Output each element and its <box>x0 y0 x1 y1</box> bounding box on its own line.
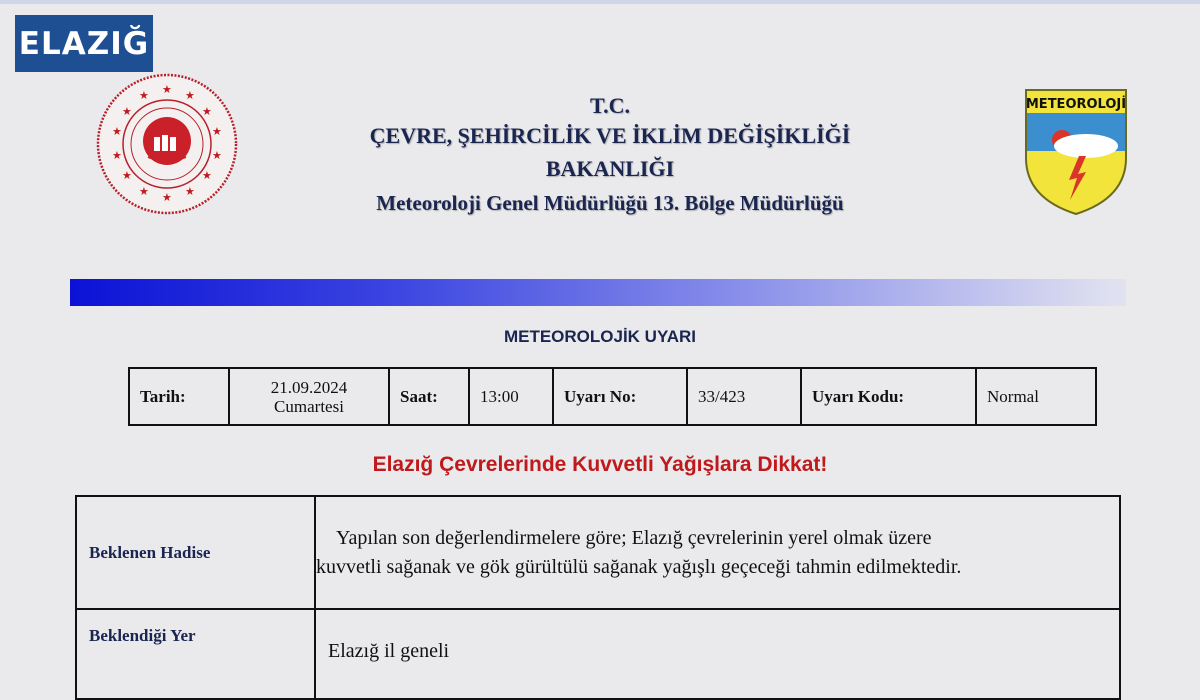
table-row <box>76 609 1120 699</box>
day-value: Cumartesi <box>274 396 344 416</box>
warning-title: METEOROLOJİK UYARI <box>503 327 697 346</box>
time-value: 13:00 <box>469 368 553 425</box>
details-table <box>75 495 1121 700</box>
header-directorate: Meteoroloji Genel Müdürlüğü 13. Bölge Müdürlüğü <box>376 191 844 215</box>
svg-text:★: ★ <box>202 106 212 118</box>
svg-text:★: ★ <box>202 170 212 182</box>
expected-event-value <box>315 496 1120 609</box>
header-gradient-bar <box>70 279 1126 306</box>
top-border <box>0 0 1200 4</box>
header-ministry: ÇEVRE, ŞEHİRCİLİK VE İKLİM DEĞİŞİKLİĞİ <box>369 123 851 148</box>
svg-text:★: ★ <box>185 90 195 102</box>
city-badge: ELAZIĞ <box>15 15 153 72</box>
expected-place-label: Beklendiği Yer <box>76 609 315 699</box>
alert-headline: Elazığ Çevrelerinde Kuvvetli Yağışlara Dikkat! <box>372 453 828 476</box>
table-row <box>76 496 1120 609</box>
date-cell <box>229 368 389 425</box>
svg-text:★: ★ <box>139 186 149 198</box>
svg-text:★: ★ <box>112 126 122 138</box>
warning-no-value: 33/423 <box>687 368 801 425</box>
svg-text:★: ★ <box>212 150 222 162</box>
svg-text:★: ★ <box>122 106 132 118</box>
svg-text:★: ★ <box>139 90 149 102</box>
warning-code-value: Normal <box>976 368 1096 425</box>
warning-info-table <box>128 367 1097 426</box>
meteoroloji-logo <box>1024 88 1128 216</box>
svg-text:METEOROLOJİ: METEOROLOJİ <box>1025 97 1127 112</box>
time-label: Saat: <box>389 368 469 425</box>
svg-text:★: ★ <box>185 186 195 198</box>
ministry-seal-logo <box>96 73 238 215</box>
header-bakanlik: BAKANLIĞI <box>545 156 675 181</box>
expected-place-value: Elazığ il geneli <box>315 609 1120 699</box>
expected-event-label: Beklenen Hadise <box>76 496 315 609</box>
svg-text:★: ★ <box>122 170 132 182</box>
svg-text:★: ★ <box>162 84 172 96</box>
expected-event-line1: Yapılan son değerlendirmelere göre; Elazığ çevrelerinin yerel olmak üzere <box>336 526 932 549</box>
date-label: Tarih: <box>129 368 229 425</box>
warning-no-label: Uyarı No: <box>553 368 687 425</box>
expected-event-line2: kuvvetli sağanak ve gök gürültülü sağanak yağışlı geçeceği tahmin edilmektedir. <box>316 555 962 578</box>
svg-text:★: ★ <box>162 192 172 204</box>
svg-text:★: ★ <box>112 150 122 162</box>
date-value: 21.09.2024 <box>270 377 348 397</box>
header-tc: T.C. <box>590 93 630 118</box>
warning-code-label: Uyarı Kodu: <box>801 368 976 425</box>
svg-text:★: ★ <box>212 126 222 138</box>
